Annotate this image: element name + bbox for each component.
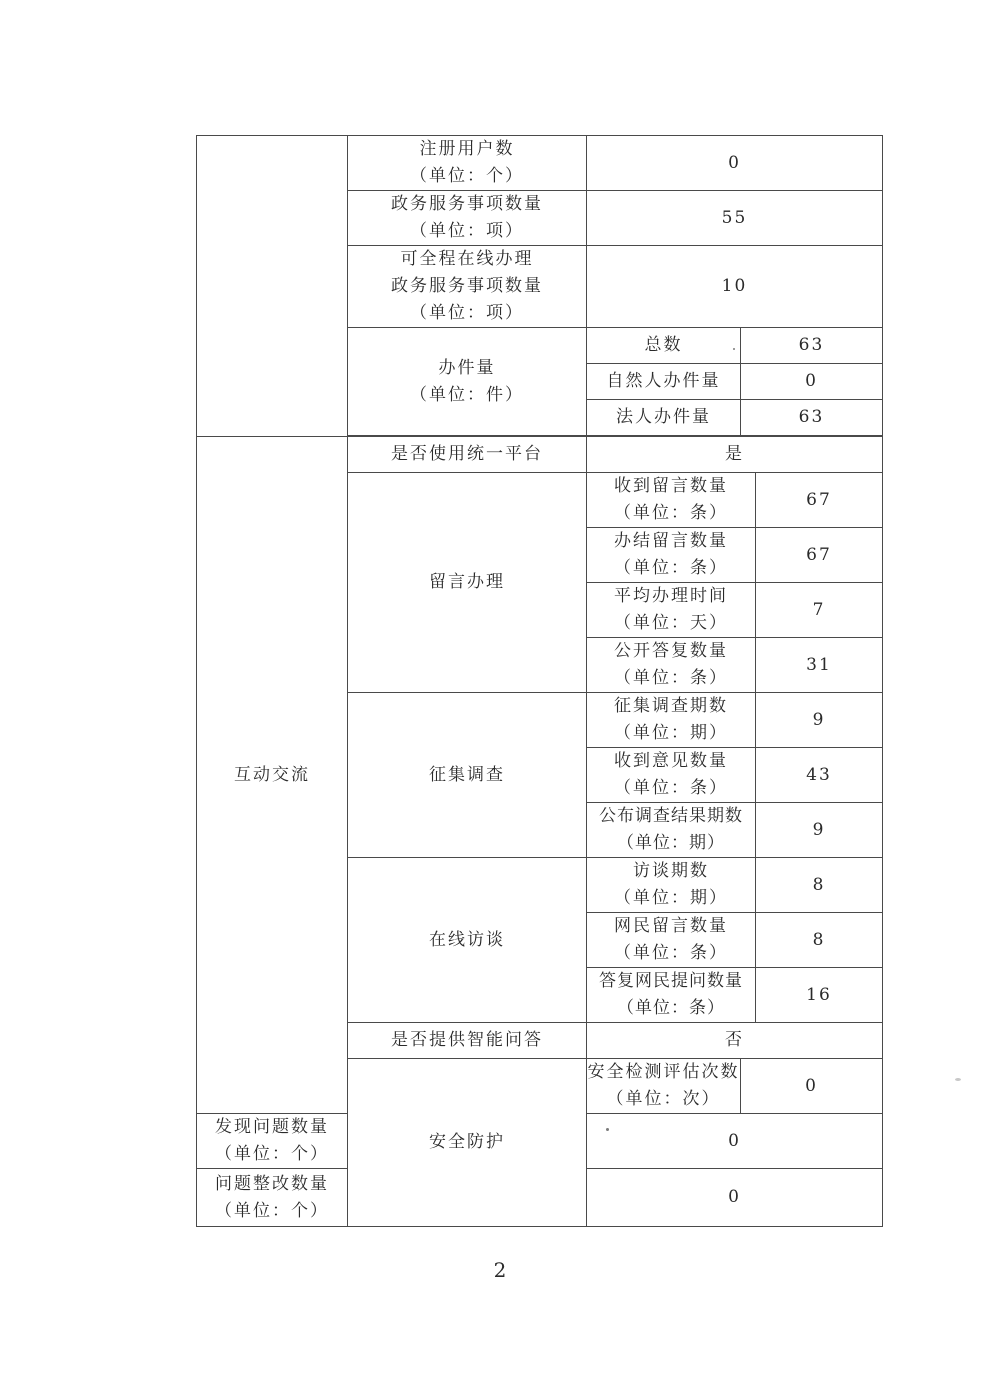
section-cell-blank <box>197 136 348 437</box>
messages-closed-label: 办结留言数量 <box>614 531 728 551</box>
interview-replies-label: 答复网民提问数量 <box>599 971 743 991</box>
service-items-label: 政务服务事项数量 <box>391 194 543 214</box>
messages-public-reply-unit: （单位：条） <box>614 668 728 688</box>
interview-messages-unit: （单位：条） <box>614 943 728 963</box>
service-items-value: 55 <box>587 191 883 246</box>
issues-fixed-label: 问题整改数量 <box>215 1173 329 1194</box>
survey-periods-label: 征集调查期数 <box>614 696 728 716</box>
interview-periods-label: 访谈期数 <box>633 861 709 881</box>
online-items-label-line1: 可全程在线办理 <box>400 249 534 269</box>
survey-opinions-unit: （单位：条） <box>614 778 728 798</box>
interview-periods-unit: （单位：期） <box>614 888 728 908</box>
survey-opinions-label: 收到意见数量 <box>614 751 728 771</box>
interview-replies-unit: （单位：条） <box>617 998 725 1018</box>
issues-found-value: 0 <box>587 1114 883 1169</box>
smart-qa-value: 否 <box>587 1023 883 1059</box>
sub-label-cell <box>587 473 756 528</box>
cases-label: 办件量 <box>438 357 496 378</box>
security-checks-unit: （单位：次） <box>606 1089 721 1109</box>
messages-label: 留言办理 <box>348 473 587 693</box>
page-number: 2 <box>493 1258 507 1282</box>
survey-label: 征集调查 <box>348 693 587 858</box>
messages-closed-value: 67 <box>756 528 883 583</box>
messages-received-label: 收到留言数量 <box>614 476 728 496</box>
sub-label-cell <box>587 803 756 858</box>
registered-users-value: 0 <box>587 136 883 191</box>
security-checks-value: 0 <box>741 1059 883 1114</box>
issues-found-unit: （单位：个） <box>215 1144 329 1164</box>
sub-label-cell <box>587 968 756 1023</box>
survey-periods-value: 9 <box>756 693 883 748</box>
registered-users-unit: （单位：个） <box>410 166 524 186</box>
row-label-cell <box>197 1114 348 1169</box>
cases-unit: （单位：件） <box>410 384 524 405</box>
row-label-cell <box>348 191 587 246</box>
issues-fixed-value: 0 <box>587 1169 883 1227</box>
online-items-label-line2: 政务服务事项数量 <box>391 276 543 296</box>
scan-speck <box>606 1128 609 1131</box>
smart-qa-label: 是否提供智能问答 <box>348 1023 587 1059</box>
interview-periods-value: 8 <box>756 858 883 913</box>
survey-results-label: 公布调查结果期数 <box>599 806 743 826</box>
cases-natural-label: 自然人办件量 <box>587 364 741 400</box>
messages-public-reply-label: 公开答复数量 <box>614 641 728 661</box>
issues-fixed-unit: （单位：个） <box>215 1200 329 1221</box>
cases-total-value: 63 <box>741 328 883 364</box>
table-row <box>197 437 883 473</box>
online-items-unit: （单位：项） <box>410 303 524 323</box>
section-security: 安全防护 <box>348 1059 587 1227</box>
interview-replies-value: 16 <box>756 968 883 1023</box>
interview-messages-label: 网民留言数量 <box>614 916 728 936</box>
survey-periods-unit: （单位：期） <box>614 723 728 743</box>
unified-platform-label: 是否使用统一平台 <box>348 437 587 473</box>
sub-label-cell <box>587 858 756 913</box>
row-label-cell <box>348 246 587 328</box>
messages-closed-unit: （单位：条） <box>614 558 728 578</box>
cases-legal-value: 63 <box>741 400 883 436</box>
security-checks-label: 安全检测评估次数 <box>587 1062 740 1082</box>
row-label-cell <box>348 328 587 436</box>
messages-avg-time-unit: （单位：天） <box>614 613 728 633</box>
cases-natural-value: 0 <box>741 364 883 400</box>
online-items-value: 10 <box>587 246 883 328</box>
section-interaction: 互动交流 <box>197 437 348 1114</box>
row-label-cell <box>348 136 587 191</box>
scan-speck <box>955 1078 961 1081</box>
cases-total-label: 总数 <box>587 328 741 364</box>
messages-received-value: 67 <box>756 473 883 528</box>
messages-avg-time-label: 平均办理时间 <box>614 586 728 606</box>
messages-avg-time-value: 7 <box>756 583 883 638</box>
messages-public-reply-value: 31 <box>756 638 883 693</box>
row-label-cell <box>197 1169 348 1227</box>
table-row <box>197 136 883 191</box>
sub-label-cell <box>587 638 756 693</box>
sub-label-cell <box>587 693 756 748</box>
messages-received-unit: （单位：条） <box>614 503 728 523</box>
cases-legal-label: 法人办件量 <box>587 400 741 436</box>
sub-label-cell <box>587 913 756 968</box>
survey-results-unit: （单位：期） <box>617 833 725 853</box>
issues-found-label: 发现问题数量 <box>215 1117 329 1137</box>
sub-label-cell <box>587 748 756 803</box>
registered-users-label: 注册用户数 <box>419 139 515 159</box>
sub-label-cell <box>587 528 756 583</box>
survey-results-value: 9 <box>756 803 883 858</box>
unified-platform-value: 是 <box>587 437 883 473</box>
service-items-unit: （单位：项） <box>410 221 524 241</box>
row-label-cell <box>587 1059 741 1114</box>
statistics-table <box>196 135 883 1227</box>
sub-label-cell <box>587 583 756 638</box>
survey-opinions-value: 43 <box>756 748 883 803</box>
interview-messages-value: 8 <box>756 913 883 968</box>
scan-speck <box>733 348 735 350</box>
interview-label: 在线访谈 <box>348 858 587 1023</box>
